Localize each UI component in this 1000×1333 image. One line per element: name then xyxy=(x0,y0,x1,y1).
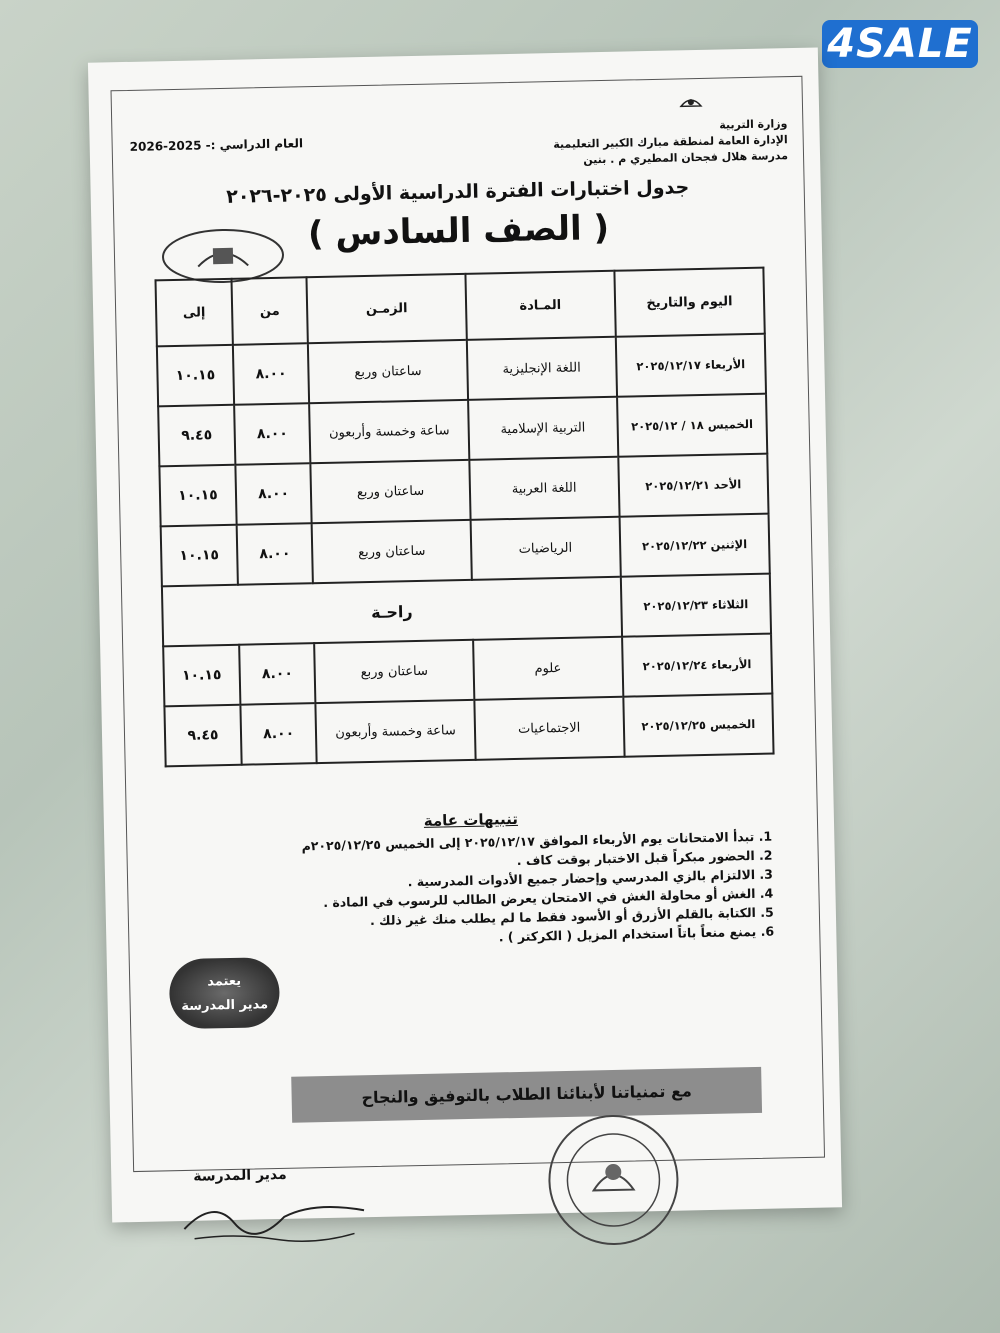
from-cell: ٨.٠٠ xyxy=(233,343,310,405)
col-header-from: من xyxy=(231,277,308,345)
duration-cell: ساعتان وربع xyxy=(308,340,467,403)
subject-cell: التربية الإسلامية xyxy=(468,397,618,460)
schedule-title: جدول اختبارات الفترة الدراسية الأولى ٢٠٢٥-٢٠٢٦ xyxy=(225,176,690,208)
to-cell: ١٠.١٥ xyxy=(163,645,240,707)
note-item: 3. الالتزام بالزي المدرسي وإحضار جميع الأدوات المدرسية . xyxy=(195,865,755,896)
subject-cell: علوم xyxy=(473,637,623,700)
col-header-day-date: اليوم والتاريخ xyxy=(614,268,765,337)
col-header-duration: الزمـن xyxy=(307,274,467,343)
duration-cell: ساعتان وربع xyxy=(315,640,474,703)
district-name: الإدارة العامة لمنطقة مبارك الكبير التعليمية xyxy=(553,133,788,152)
notes-title: تنبيهات عامة xyxy=(423,809,519,830)
from-cell: ٨.٠٠ xyxy=(235,463,312,525)
note-item: 4. الغش أو محاولة الغش في الامتحان يعرض الطالب للرسوب في المادة . xyxy=(195,884,755,915)
approval-stamp-line1: يعتمد xyxy=(207,973,242,990)
to-cell: ٩.٤٥ xyxy=(158,405,235,467)
date-cell: الخميس ١٨ / ٢٠٢٥/١٢ xyxy=(617,394,767,457)
date-cell: الخميس ٢٠٢٥/١٢/٢٥ xyxy=(623,694,773,757)
4sale-watermark-logo: 4SALE xyxy=(822,20,978,68)
note-item: 5. الكتابة بالقلم الأزرق أو الأسود فقط ما لم يطلب منك غير ذلك . xyxy=(196,903,756,934)
to-cell: ١٠.١٥ xyxy=(159,465,236,527)
duration-cell: ساعتان وربع xyxy=(312,520,471,583)
subject-cell: اللغة العربية xyxy=(469,457,619,520)
notes-list xyxy=(194,827,778,953)
note-item: 6. يمنع منعاً باتاً استخدام المزيل ( الكركتر ) . xyxy=(196,922,756,953)
table-row xyxy=(164,694,773,767)
academic-year: العام الدراسي :- 2025-2026 xyxy=(129,136,304,154)
subject-cell: الاجتماعيات xyxy=(474,697,624,760)
date-cell: الأحد ٢٠٢٥/١٢/٢١ xyxy=(618,454,768,517)
note-item: 1. تبدأ الامتحانات يوم الأربعاء الموافق ٢٠٢٥/١٢/١٧ إلى الخميس ٢٠٢٥/١٢/٢٥م xyxy=(194,827,754,858)
note-item: 2. الحضور مبكراً قبل الاختبار بوقت كاف . xyxy=(195,846,755,877)
closing-banner: مع تمنياتنا لأبنائنا الطلاب بالتوفيق والنجاح xyxy=(291,1067,762,1123)
exam-schedule-paper xyxy=(88,47,842,1222)
principal-title: مدير المدرسة xyxy=(193,1166,287,1185)
kuwait-emblem-icon xyxy=(679,92,703,112)
exam-schedule-table xyxy=(154,267,774,768)
ministry-name: وزارة التربية xyxy=(719,117,788,132)
to-cell: ٩.٤٥ xyxy=(164,705,241,767)
col-header-to: إلى xyxy=(156,279,233,347)
date-cell: الإثنين ٢٠٢٥/١٢/٢٢ xyxy=(619,514,769,577)
duration-cell: ساعة وخمسة وأربعون xyxy=(310,400,469,463)
paper-content xyxy=(111,76,824,1190)
to-cell: ١٠.١٥ xyxy=(157,345,234,407)
from-cell: ٨.٠٠ xyxy=(237,523,314,585)
approval-stamp xyxy=(169,957,280,1029)
to-cell: ١٠.١٥ xyxy=(161,525,238,587)
subject-cell: الرياضيات xyxy=(470,517,620,580)
rest-day-cell: راحـة xyxy=(162,577,622,647)
header-institution-block xyxy=(553,116,788,169)
approval-stamp-line2: مدير المدرسة xyxy=(181,997,269,1015)
from-cell: ٨.٠٠ xyxy=(239,643,316,705)
date-cell: الأربعاء ٢٠٢٥/١٢/١٧ xyxy=(616,334,766,397)
duration-cell: ساعتان وربع xyxy=(311,460,470,523)
school-name: مدرسة هلال فجحان المطيري م . بنين xyxy=(583,149,789,167)
col-header-subject: المـادة xyxy=(465,271,616,340)
date-cell: الثلاثاء ٢٠٢٥/١٢/٢٣ xyxy=(621,574,771,637)
duration-cell: ساعة وخمسة وأربعون xyxy=(316,700,475,763)
grade-title: ( الصف السادس ) xyxy=(307,207,610,255)
from-cell: ٨.٠٠ xyxy=(240,703,317,765)
date-cell: الأربعاء ٢٠٢٥/١٢/٢٤ xyxy=(622,634,772,697)
principal-signature-icon xyxy=(174,1185,375,1249)
from-cell: ٨.٠٠ xyxy=(234,403,311,465)
ministry-round-stamp-icon xyxy=(542,1109,685,1252)
subject-cell: اللغة الإنجليزية xyxy=(466,337,616,400)
